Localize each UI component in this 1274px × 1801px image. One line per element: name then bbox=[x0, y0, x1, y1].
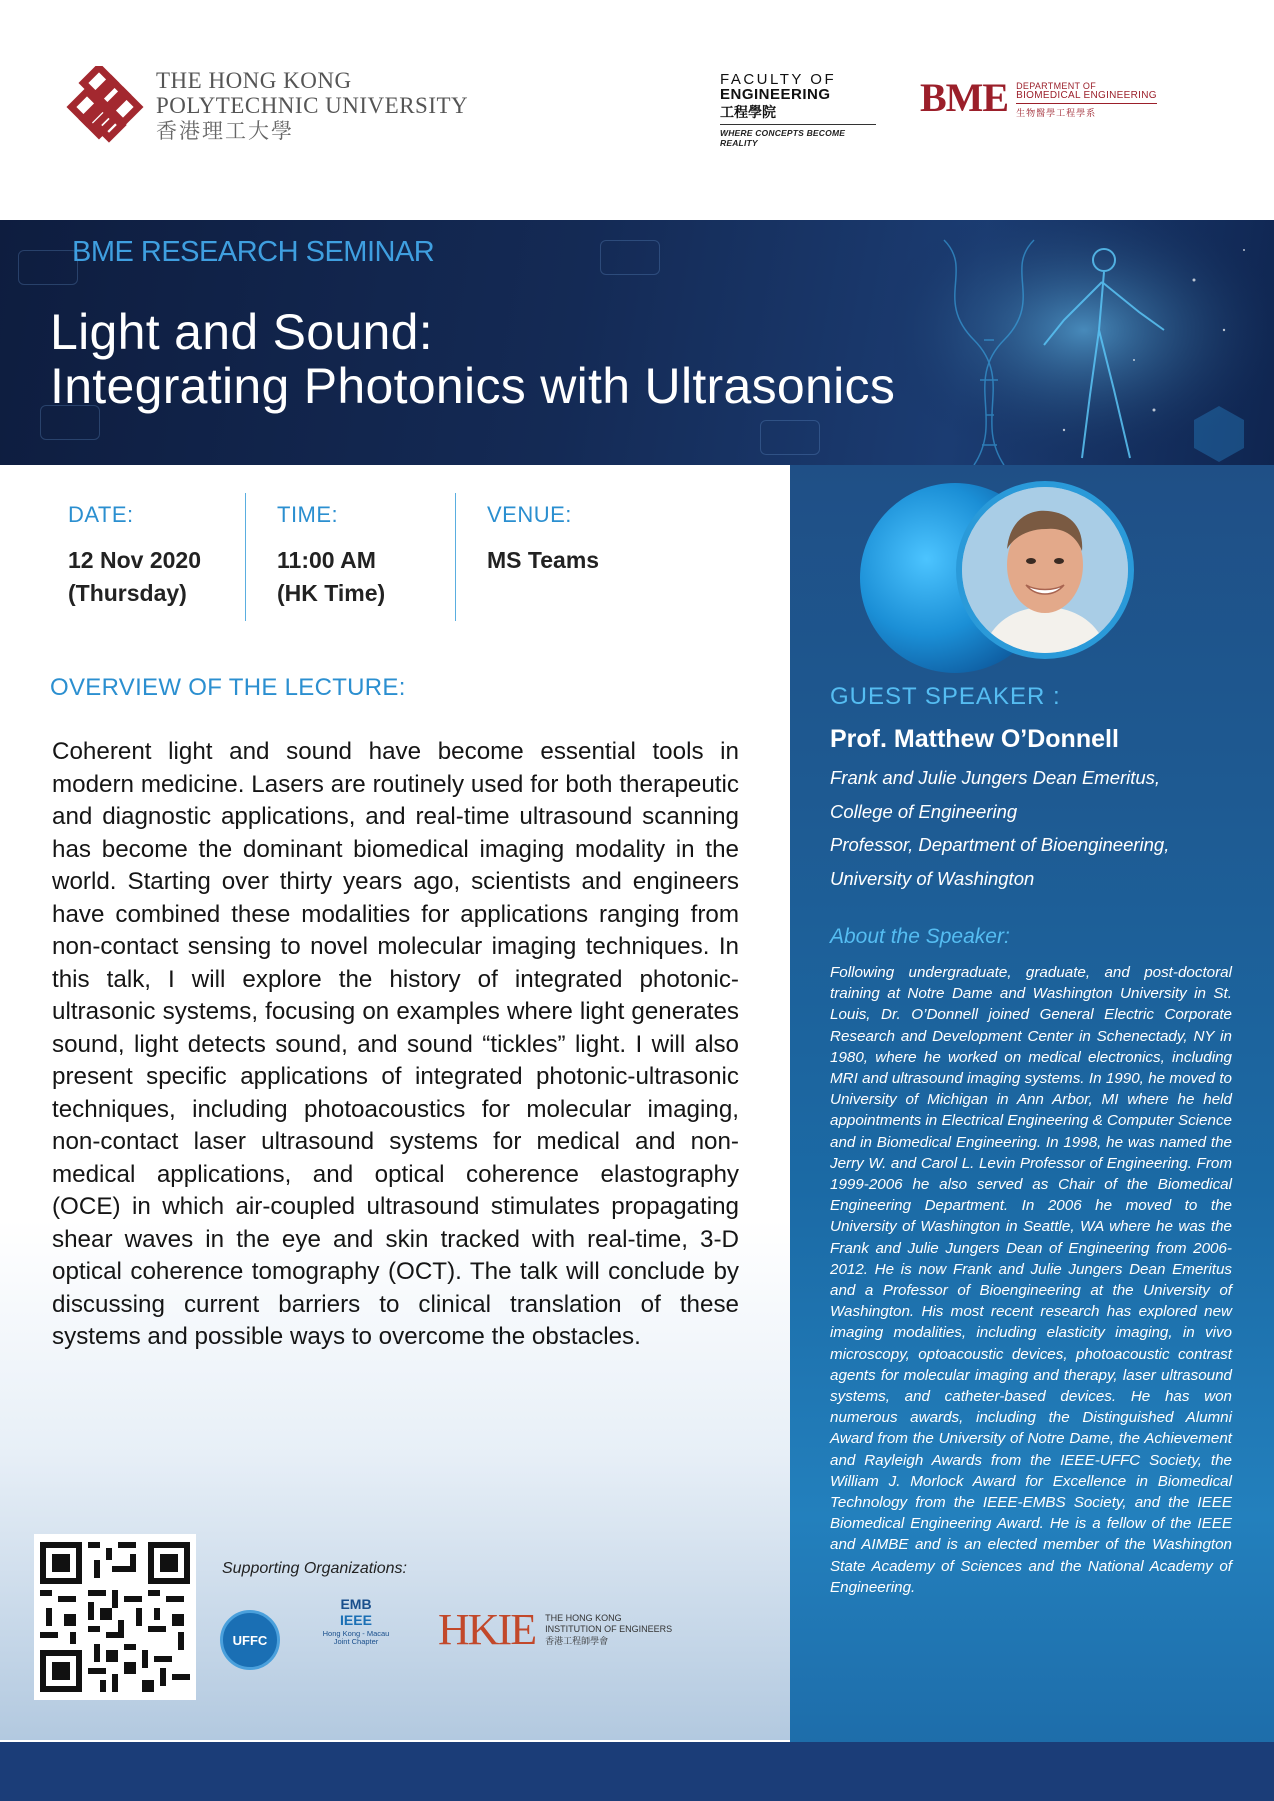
date-block bbox=[68, 502, 201, 611]
faculty-line1: FACULTY OF bbox=[720, 71, 837, 88]
faculty-of-engineering-logo bbox=[720, 72, 876, 148]
human-figure-illustration bbox=[894, 220, 1274, 465]
overview-heading: OVERVIEW OF THE LECTURE: bbox=[50, 674, 406, 701]
date-value: 12 Nov 2020 (Thursday) bbox=[68, 547, 201, 607]
details-divider bbox=[455, 493, 456, 621]
details-divider bbox=[245, 493, 246, 621]
polyu-name-line1: THE HONG KONG bbox=[156, 67, 352, 93]
hex-pattern bbox=[600, 240, 660, 275]
venue-value: MS Teams bbox=[487, 547, 600, 573]
about-speaker-label: About the Speaker: bbox=[830, 925, 1010, 948]
faculty-tagline: WHERE CONCEPTS BECOME REALITY bbox=[720, 128, 846, 149]
page-header bbox=[0, 0, 1274, 220]
ieee-mark: IEEE bbox=[340, 1612, 372, 1628]
time-label: TIME: bbox=[277, 502, 339, 527]
polyu-name-chinese: 香港理工大學 bbox=[156, 118, 294, 143]
speaker-title-line3: Professor, Department of Bioengineering, bbox=[830, 834, 1170, 855]
qr-code[interactable] bbox=[34, 1534, 196, 1700]
bme-line1: DEPARTMENT OF bbox=[1016, 81, 1097, 91]
polyu-name-line2: POLYTECHNIC UNIVERSITY bbox=[156, 92, 469, 118]
time-value: 11:00 AM (HK Time) bbox=[277, 547, 386, 607]
lecture-abstract: Coherent light and sound have become essential tools in modern medicine. Lasers are routinely used for both therapeutic and diagnostic applications, and real-time ultrasound scanning has become the dominant biomedical imaging modality in the world. Starting over thirty years ago, scientists and engineers have combined these modalities for applications ranging from non-contact sensing to novel molecular imaging techniques. In this talk, I will explore the history of integrated photonic-ultrasonic systems, focusing on examples where light generates sound, light detects sound, and sound “tickles” light. I will also present specific applications of integrated photonic-ultrasonic techniques, including photoacoustics for molecular imaging, non-contact laser ultrasound systems for medical and non-medical applications, and optical coherence elastography (OCE) in which air-coupled ultrasound stimulates propagating shear waves in the eye and skin tracked with real-time, 3-D optical coherence tomography (OCT). The talk will conclude by discussing current barriers to clinical translation of these systems and possible ways to overcome the obstacles. bbox=[52, 738, 739, 1350]
faculty-line2: ENGINEERING bbox=[720, 86, 831, 103]
embs-chapter-text: Hong Kong - Macau Joint Chapter bbox=[322, 1629, 390, 1647]
bme-chinese: 生物醫學工程學系 bbox=[1016, 107, 1097, 118]
hkie-logo bbox=[438, 1605, 673, 1654]
hkie-line1: THE HONG KONG bbox=[545, 1613, 622, 1624]
speaker-title-line4: University of Washington bbox=[830, 868, 1035, 889]
hkie-chinese: 香港工程師學會 bbox=[545, 1635, 609, 1646]
supporting-organizations-label: Supporting Organizations: bbox=[222, 1560, 407, 1577]
bme-department-logo bbox=[920, 75, 1157, 120]
hex-pattern bbox=[18, 250, 78, 285]
speaker-photo bbox=[962, 487, 1128, 653]
uffc-logo: UFFC bbox=[220, 1610, 280, 1670]
guest-speaker-label: GUEST SPEAKER : bbox=[830, 683, 1061, 710]
faculty-chinese: 工程學院 bbox=[720, 103, 776, 120]
hkie-logo-mark: HKIE bbox=[438, 1605, 536, 1654]
faculty-divider bbox=[720, 124, 876, 125]
seminar-title-line2: Integrating Photonics with Ultrasonics bbox=[50, 358, 896, 414]
speaker-title-line2: College of Engineering bbox=[830, 801, 1018, 822]
title-banner bbox=[0, 220, 1274, 465]
speaker-panel bbox=[790, 465, 1274, 1780]
ieee-embs-logo bbox=[318, 1596, 394, 1647]
embs-mark: EMB bbox=[340, 1596, 372, 1612]
seminar-title-line1: Light and Sound: bbox=[50, 304, 433, 360]
seminar-series-label: BME RESEARCH SEMINAR bbox=[72, 236, 435, 268]
date-label: DATE: bbox=[68, 502, 134, 527]
speaker-photo-frame bbox=[956, 481, 1134, 659]
footer-bar bbox=[0, 1742, 1274, 1801]
speaker-title-line1: Frank and Julie Jungers Dean Emeritus, bbox=[830, 767, 1161, 788]
bme-line2: BIOMEDICAL ENGINEERING bbox=[1016, 91, 1157, 104]
venue-label: VENUE: bbox=[487, 502, 572, 527]
speaker-name: Prof. Matthew O’Donnell bbox=[830, 725, 1119, 753]
venue-block bbox=[487, 502, 599, 577]
hkie-line2: INSTITUTION OF ENGINEERS bbox=[545, 1624, 673, 1635]
speaker-portrait-icon bbox=[962, 487, 1128, 653]
time-block bbox=[277, 502, 385, 611]
polyu-logo bbox=[66, 66, 468, 144]
hex-pattern bbox=[760, 420, 820, 455]
polyu-emblem-icon bbox=[66, 66, 144, 144]
qr-code-icon bbox=[40, 1540, 190, 1694]
speaker-biography: Following undergraduate, graduate, and post-doctoral training at Notre Dame and Washington University in St. Louis, Dr. O’Donnell joined General Electric Corporate Research and Development Center in Schenectady, NY in 1980, where he worked on medical electronics, including MRI and ultrasound imaging systems. In 1990, he moved to University of Michigan in Ann Arbor, MI where he held appointments in Electrical Engineering & Computer Science and in Biomedical Engineering. In 1998, he was named the Jerry W. and Carol L. Levin Professor of Engineering. From 1999-2006 he also served as Chair of the Biomedical Engineering Department. In 2006 he moved to the University of Washington in Seattle, WA where he was the Frank and Julie Jungers Dean of Engineering from 2006-2012. He is now Frank and Julie Jungers Dean Emeritus and a Professor of Bioengineering at the University of Washington. His most recent research has explored new imaging modalities, including elasticity imaging, in vivo microscopy, optoacoustic devices, photoacoustic contrast agents for molecular imaging and therapy, laser ultrasound systems, and catheter-based devices. He has won numerous awards, including the Distinguished Alumni Award from the University of Notre Dame, the Achievement and Rayleigh Awards from the IEEE-UFFC Society, the William J. Morlock Award for Excellence in Biomedical Technology from the IEEE-EMBS Society, and the IEEE Biomedical Engineering Award. He is a fellow of the IEEE and AIMBE and is an elected member of the Washington State Academy of Sciences and the National Academy of Engineering. bbox=[830, 964, 1232, 1596]
bme-logo-mark: BME bbox=[920, 75, 1009, 120]
